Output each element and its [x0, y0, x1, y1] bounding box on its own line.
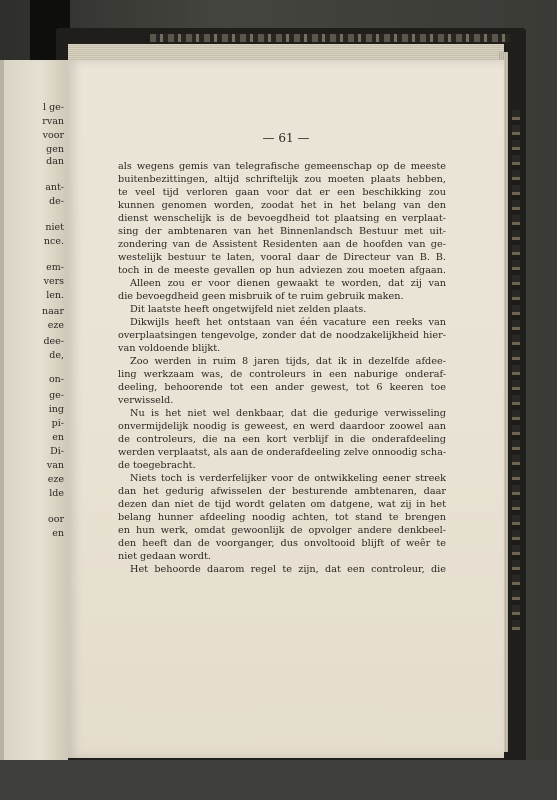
- previous-page-text-fragment: de-: [49, 196, 64, 207]
- previous-page-text-fragment: en: [52, 432, 64, 443]
- previous-page-text-fragment: niet: [45, 222, 64, 233]
- text-line: de controleurs, die na een kort verblijf in die onderafdeeling: [118, 434, 446, 445]
- page-number: — 61 —: [262, 131, 310, 145]
- text-line: ling werkzaam was, de controleurs in een naburige onderaf-: [118, 369, 446, 380]
- current-page: [68, 60, 504, 758]
- text-line: niet gedaan wordt.: [118, 551, 211, 562]
- previous-page-text-fragment: Di-: [50, 446, 64, 457]
- text-line: Niets toch is verderfelijker voor de ontwikkeling eener streek: [130, 473, 446, 484]
- text-line: dienst wenschelijk is de bevoegdheid tot plaatsing en verplaat-: [118, 213, 446, 224]
- previous-page-text-fragment: oor: [48, 514, 64, 525]
- text-line: Het behoorde daarom regel te zijn, dat een controleur, die: [130, 564, 446, 575]
- text-line: Dit laatste heeft ongetwijfeld niet zelden plaats.: [130, 304, 367, 315]
- text-line: dan het gedurig afwisselen der besturende ambtenaren, daar: [118, 486, 446, 497]
- previous-page-text-fragment: dee-: [43, 336, 64, 347]
- text-line: onvermijdelijk noodig is geweest, en werd daardoor zoowel aan: [118, 421, 446, 432]
- text-line: werden verplaatst, als aan de onderafdeeling zelve onnoodig scha-: [118, 447, 447, 458]
- previous-page-text-fragment: naar: [42, 306, 64, 317]
- previous-page-text-fragment: em-: [46, 262, 64, 273]
- text-line: sing der ambtenaren van het Binnenlandsch Bestuur met uit-: [118, 226, 446, 237]
- text-line: die bevoegdheid geen misbruik of te ruim gebruik maken.: [118, 291, 404, 302]
- previous-page-edge: [0, 60, 4, 760]
- text-line: verwisseld.: [118, 395, 174, 406]
- previous-page-text-fragment: gen: [46, 144, 64, 155]
- text-line: als wegens gemis van telegrafische gemeenschap op de meeste: [118, 161, 446, 172]
- text-line: westelijk bestuur te laten, vooral daar de Directeur van B. B.: [118, 252, 446, 263]
- text-line: den heeft dan de voorganger, dus onvoltooid blijft of weêr te: [118, 538, 446, 549]
- previous-page-text-fragment: ge-: [49, 390, 64, 401]
- previous-page-text-fragment: pi-: [51, 418, 64, 429]
- text-line: van voldoende blijkt.: [118, 343, 221, 354]
- text-line: belang hunner afdeeling noodig achten, tot stand te brengen: [118, 512, 446, 523]
- previous-page-text-fragment: lde: [49, 488, 64, 499]
- previous-page-text-fragment: voor: [42, 130, 64, 141]
- previous-page-text-fragment: eze: [47, 474, 64, 485]
- previous-page-text-fragment: en: [52, 528, 64, 539]
- text-line: deeling, behoorende tot een ander gewest, tot 6 keeren toe: [118, 382, 446, 393]
- cover-edge-pattern: [150, 34, 510, 42]
- previous-page-text-fragment: van: [46, 460, 64, 471]
- previous-page-text-fragment: ing: [48, 404, 64, 415]
- text-line: buitenbezittingen, altijd schriftelijk zou moeten plaats hebben,: [118, 174, 446, 185]
- text-line: overplaatsingen tengevolge, zonder dat de noodzakelijkheid hier-: [118, 330, 446, 341]
- previous-page-text-fragment: de,: [49, 350, 64, 361]
- text-line: Nu is het niet wel denkbaar, dat die gedurige verwisseling: [130, 408, 446, 419]
- previous-page-text-fragment: eze: [47, 320, 64, 331]
- previous-page-text-fragment: dan: [46, 156, 64, 167]
- text-line: en hun werk, omdat gewoonlijk de opvolger andere denkbeel-: [118, 525, 446, 536]
- previous-page-text-fragment: len.: [46, 290, 64, 301]
- text-line: te veel tijd verloren gaan voor dat er een beschikking zou: [118, 187, 446, 198]
- binding-strip: [512, 110, 520, 630]
- previous-page: [0, 60, 68, 760]
- text-line: zondering van de Assistent Residenten aan de hoofden van ge-: [118, 239, 446, 250]
- text-line: toch in de meeste gevallen op hun adviezen zou moeten afgaan.: [118, 265, 446, 276]
- text-line: de toegebracht.: [118, 460, 196, 471]
- previous-page-text-fragment: rvan: [42, 116, 64, 127]
- previous-page-text-fragment: nce.: [43, 236, 64, 247]
- previous-page-text-fragment: on-: [48, 374, 64, 385]
- previous-page-text-fragment: l ge-: [43, 102, 64, 113]
- previous-page-text-fragment: vers: [43, 276, 64, 287]
- text-line: kunnen genomen worden, zoodat het in het belang van den: [118, 200, 446, 211]
- previous-page-text-fragment: ant-: [45, 182, 64, 193]
- text-line: Dikwijls heeft het ontstaan van één vacature een reeks van: [130, 317, 446, 328]
- table-surface: [0, 760, 557, 800]
- text-line: Alleen zou er voor dienen gewaakt te worden, dat zij van: [130, 278, 446, 289]
- text-line: Zoo werden in ruim 8 jaren tijds, dat ik in dezelfde afdee-: [130, 356, 446, 367]
- text-line: dezen dan niet de tijd wordt gelaten om datgene, wat zij in het: [118, 499, 446, 510]
- page-body-text: [118, 160, 446, 576]
